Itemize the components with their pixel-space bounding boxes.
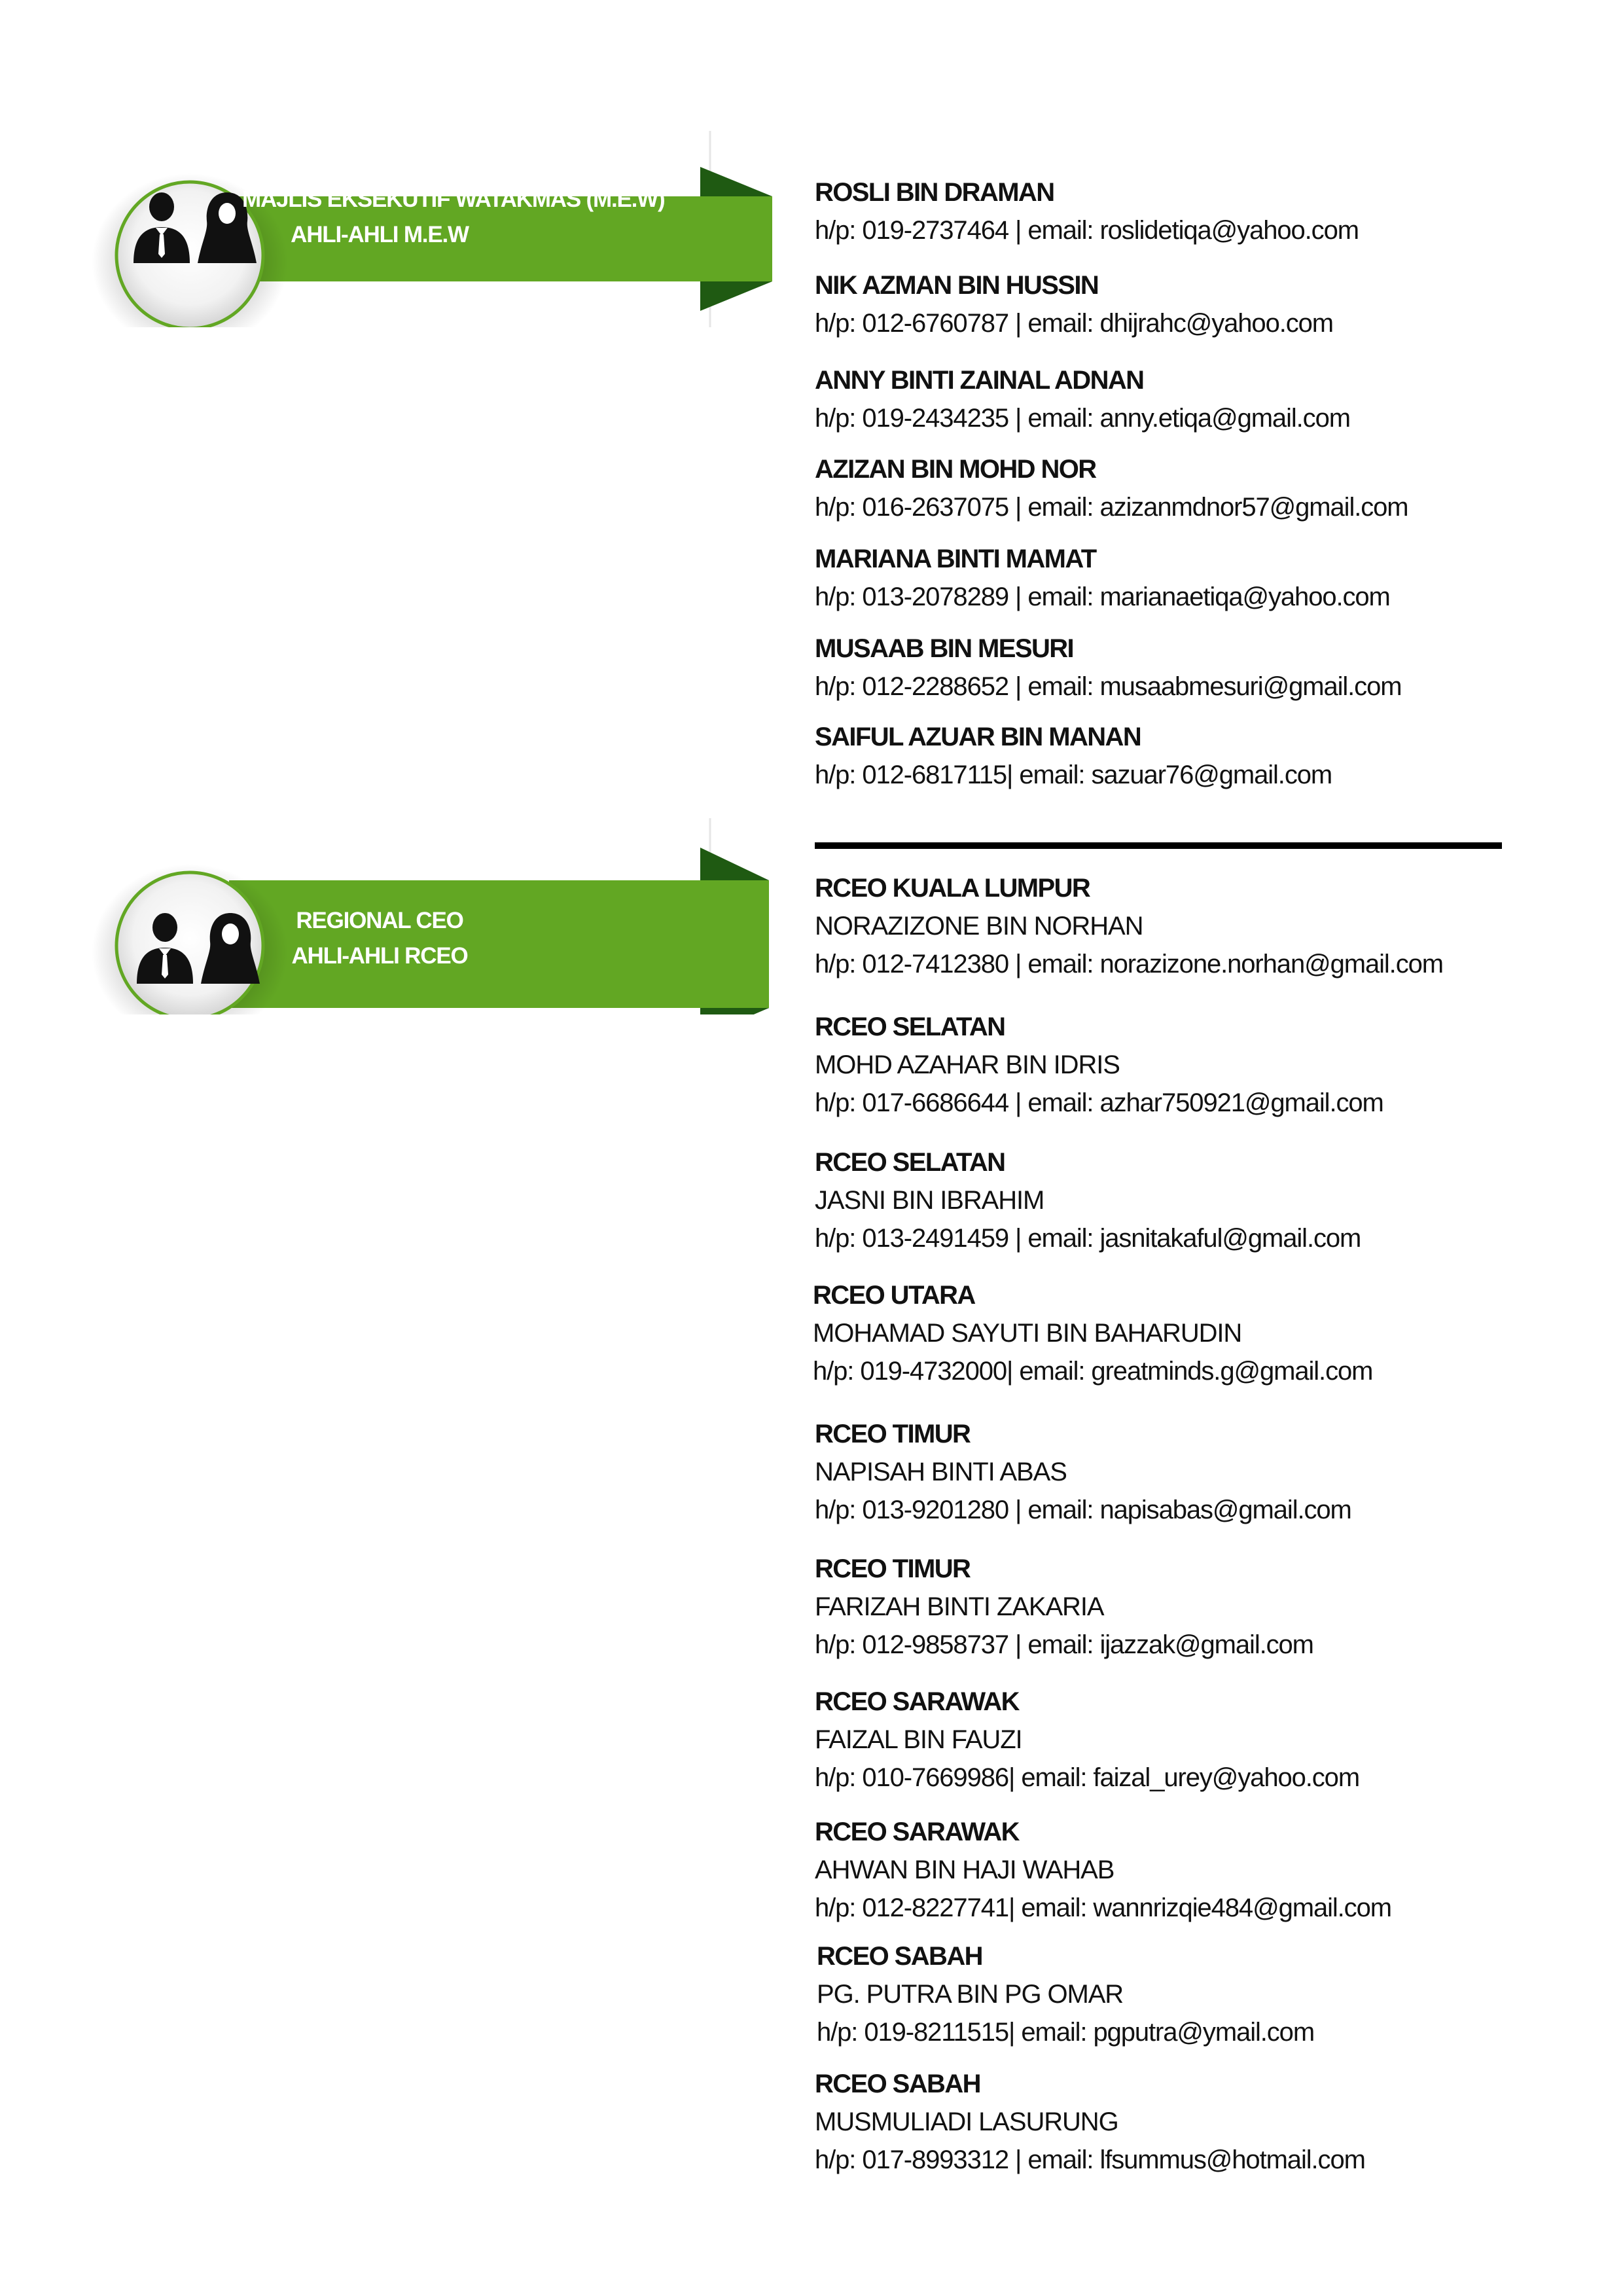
member-region: RCEO SARAWAK: [815, 1687, 1019, 1716]
member-name: MUSMULIADI LASURUNG: [815, 2108, 1118, 2136]
member-entry: [815, 450, 1408, 526]
member-contact: h/p: 010-7669986| email: faizal_urey@yahoo.com: [815, 1763, 1360, 1792]
banner-line2: AHLI-AHLI M.E.W: [291, 222, 469, 247]
member-name: MOHAMAD SAYUTI BIN BAHARUDIN: [813, 1319, 1242, 1348]
member-contact: h/p: 012-8227741| email: wannrizqie484@gmail.com: [815, 1893, 1391, 1922]
member-contact: h/p: 017-6686644 | email: azhar750921@gmail.com: [815, 1088, 1383, 1117]
man-silhouette-icon: [134, 912, 196, 984]
member-contact: h/p: 012-6760787 | email: dhijrahc@yahoo.com: [815, 309, 1333, 338]
member-contact: h/p: 019-8211515| email: pgputra@ymail.com: [817, 2018, 1315, 2047]
member-contact: h/p: 016-2637075 | email: azizanmdnor57@gmail.com: [815, 493, 1408, 522]
member-entry: [815, 173, 1359, 249]
member-contact: h/p: 012-7412380 | email: norazizone.norhan@gmail.com: [815, 950, 1443, 978]
mew-banner: [0, 131, 785, 327]
member-name: JASNI BIN IBRAHIM: [815, 1186, 1044, 1215]
member-entry: [815, 630, 1401, 706]
member-region: RCEO SABAH: [815, 2070, 980, 2098]
banner-title: [242, 903, 517, 974]
banner-title: [242, 182, 665, 253]
member-entry: [815, 1008, 1383, 1122]
member-entry: [815, 1415, 1351, 1529]
member-name: NORAZIZONE BIN NORHAN: [815, 912, 1143, 941]
member-region: RCEO SARAWAK: [815, 1818, 1019, 1846]
banner-line1: MAJLIS EKSEKUTIF WATAKMAS (M.E.W): [242, 187, 665, 212]
member-name: NAPISAH BINTI ABAS: [815, 1458, 1067, 1486]
member-contact: h/p: 013-9201280 | email: napisabas@gmail.com: [815, 1496, 1351, 1524]
member-name: MUSAAB BIN MESURI: [815, 634, 1074, 663]
member-contact: h/p: 012-2288652 | email: musaabmesuri@gmail.com: [815, 672, 1402, 701]
member-contact: h/p: 019-4732000| email: greatminds.g@gmail.com: [813, 1357, 1373, 1386]
member-entry: [815, 540, 1390, 616]
member-contact: h/p: 019-2737464 | email: roslidetiqa@yahoo.com: [815, 216, 1359, 245]
banner-line2: AHLI-AHLI RCEO: [291, 943, 468, 969]
member-entry: [815, 1550, 1313, 1664]
rceo-banner: [0, 818, 785, 1014]
member-contact: h/p: 012-6817115| email: sazuar76@gmail.com: [815, 761, 1332, 789]
member-entry: [815, 869, 1443, 983]
member-contact: h/p: 012-9858737 | email: ijazzak@gmail.com: [815, 1630, 1313, 1659]
member-entry: [815, 718, 1332, 794]
member-entry: [815, 1683, 1359, 1797]
member-entry: [815, 361, 1350, 437]
member-region: RCEO TIMUR: [815, 1420, 971, 1448]
member-contact: h/p: 013-2078289 | email: marianaetiqa@yahoo.com: [815, 583, 1390, 611]
member-region: RCEO TIMUR: [815, 1554, 971, 1583]
member-region: RCEO SELATAN: [815, 1148, 1005, 1177]
member-contact: h/p: 017-8993312 | email: lfsummus@hotmail.com: [815, 2145, 1365, 2174]
member-name: ROSLI BIN DRAMAN: [815, 178, 1054, 207]
member-name: SAIFUL AZUAR BIN MANAN: [815, 723, 1141, 751]
member-name: NIK AZMAN BIN HUSSIN: [815, 271, 1099, 300]
member-name: MOHD AZAHAR BIN IDRIS: [815, 1050, 1120, 1079]
member-name: PG. PUTRA BIN PG OMAR: [817, 1980, 1124, 2009]
member-entry: [815, 266, 1333, 342]
member-name: FAIZAL BIN FAUZI: [815, 1725, 1022, 1754]
member-entry: [815, 1143, 1361, 1257]
member-name: MARIANA BINTI MAMAT: [815, 545, 1096, 573]
member-entry: [817, 1937, 1314, 2051]
member-region: RCEO SABAH: [817, 1942, 982, 1971]
section-divider: [815, 842, 1502, 849]
member-region: RCEO SELATAN: [815, 1013, 1005, 1041]
banner-line1: REGIONAL CEO: [296, 908, 463, 933]
member-name: AZIZAN BIN MOHD NOR: [815, 455, 1096, 484]
member-name: AHWAN BIN HAJI WAHAB: [815, 1856, 1115, 1884]
member-name: ANNY BINTI ZAINAL ADNAN: [815, 366, 1144, 395]
member-region: RCEO KUALA LUMPUR: [815, 874, 1090, 903]
member-contact: h/p: 013-2491459 | email: jasnitakaful@gmail.com: [815, 1224, 1361, 1253]
member-entry: [815, 1813, 1391, 1927]
member-contact: h/p: 019-2434235 | email: anny.etiqa@gmail.com: [815, 404, 1350, 433]
member-region: RCEO UTARA: [813, 1281, 975, 1310]
member-entry: [815, 2065, 1365, 2179]
man-silhouette-icon: [131, 191, 193, 263]
member-name: FARIZAH BINTI ZAKARIA: [815, 1592, 1104, 1621]
member-entry: [813, 1276, 1372, 1390]
